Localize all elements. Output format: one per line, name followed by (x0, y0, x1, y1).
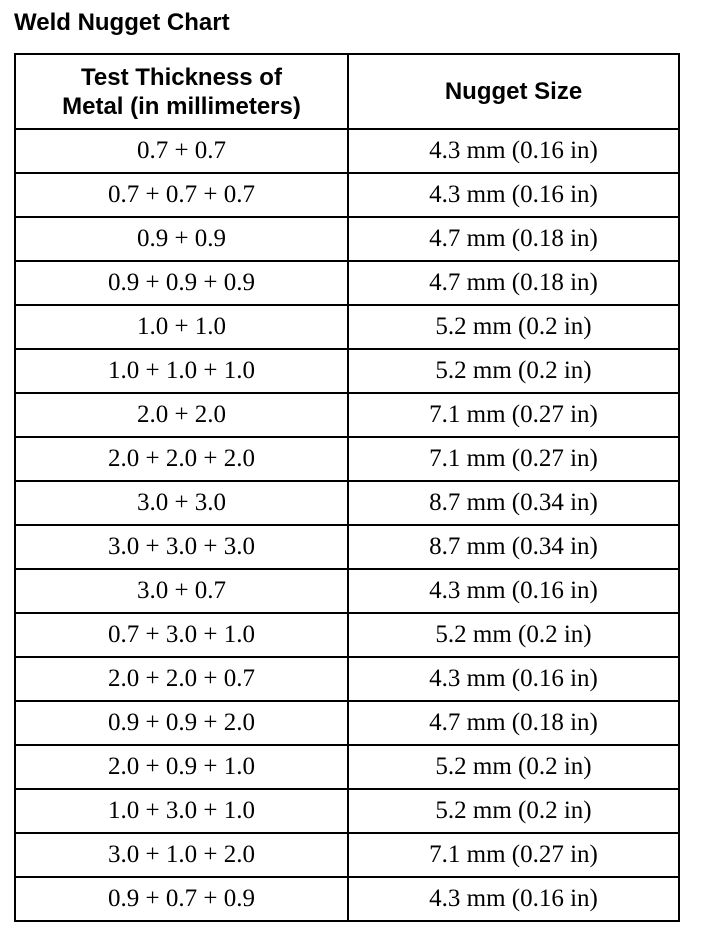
table-header-row (15, 54, 679, 129)
table-row (15, 569, 679, 613)
cell-thickness: 3.0 + 0.7 (15, 569, 348, 613)
cell-thickness: 1.0 + 3.0 + 1.0 (15, 789, 348, 833)
header-nugget-size: Nugget Size (348, 54, 679, 129)
cell-nugget-size: 5.2 mm (0.2 in) (348, 349, 679, 393)
table-row (15, 613, 679, 657)
table-row (15, 173, 679, 217)
table-row (15, 481, 679, 525)
cell-nugget-size: 4.7 mm (0.18 in) (348, 217, 679, 261)
cell-thickness: 2.0 + 2.0 (15, 393, 348, 437)
cell-nugget-size: 4.3 mm (0.16 in) (348, 129, 679, 173)
cell-thickness: 3.0 + 3.0 (15, 481, 348, 525)
cell-nugget-size: 5.2 mm (0.2 in) (348, 613, 679, 657)
cell-nugget-size: 8.7 mm (0.34 in) (348, 525, 679, 569)
cell-nugget-size: 5.2 mm (0.2 in) (348, 789, 679, 833)
header-test-thickness-line1: Test Thickness of (81, 63, 282, 91)
weld-nugget-table (14, 53, 680, 922)
table-row (15, 877, 679, 921)
cell-thickness: 2.0 + 2.0 + 2.0 (15, 437, 348, 481)
cell-thickness: 0.7 + 0.7 (15, 129, 348, 173)
table-row (15, 261, 679, 305)
cell-thickness: 3.0 + 1.0 + 2.0 (15, 833, 348, 877)
cell-nugget-size: 4.3 mm (0.16 in) (348, 173, 679, 217)
table-row (15, 789, 679, 833)
cell-thickness: 1.0 + 1.0 (15, 305, 348, 349)
table-row (15, 349, 679, 393)
table-row (15, 305, 679, 349)
header-test-thickness-line2: Metal (in millimeters) (62, 92, 301, 120)
cell-nugget-size: 5.2 mm (0.2 in) (348, 305, 679, 349)
table-body (15, 129, 679, 921)
cell-nugget-size: 8.7 mm (0.34 in) (348, 481, 679, 525)
cell-thickness: 0.9 + 0.9 (15, 217, 348, 261)
cell-nugget-size: 4.3 mm (0.16 in) (348, 877, 679, 921)
header-test-thickness (15, 54, 348, 129)
cell-nugget-size: 4.7 mm (0.18 in) (348, 261, 679, 305)
cell-thickness: 1.0 + 1.0 + 1.0 (15, 349, 348, 393)
cell-nugget-size: 4.7 mm (0.18 in) (348, 701, 679, 745)
table-row (15, 745, 679, 789)
cell-thickness: 0.7 + 3.0 + 1.0 (15, 613, 348, 657)
cell-thickness: 0.9 + 0.7 + 0.9 (15, 877, 348, 921)
cell-thickness: 0.9 + 0.9 + 0.9 (15, 261, 348, 305)
table-row (15, 129, 679, 173)
cell-nugget-size: 4.3 mm (0.16 in) (348, 569, 679, 613)
cell-thickness: 2.0 + 0.9 + 1.0 (15, 745, 348, 789)
cell-nugget-size: 5.2 mm (0.2 in) (348, 745, 679, 789)
cell-thickness: 2.0 + 2.0 + 0.7 (15, 657, 348, 701)
table-row (15, 525, 679, 569)
cell-nugget-size: 7.1 mm (0.27 in) (348, 437, 679, 481)
table-row (15, 437, 679, 481)
cell-thickness: 0.7 + 0.7 + 0.7 (15, 173, 348, 217)
cell-nugget-size: 4.3 mm (0.16 in) (348, 657, 679, 701)
table-row (15, 217, 679, 261)
table-row (15, 701, 679, 745)
cell-nugget-size: 7.1 mm (0.27 in) (348, 393, 679, 437)
cell-thickness: 0.9 + 0.9 + 2.0 (15, 701, 348, 745)
cell-nugget-size: 7.1 mm (0.27 in) (348, 833, 679, 877)
page-title: Weld Nugget Chart (14, 9, 230, 36)
table-row (15, 393, 679, 437)
table-row (15, 833, 679, 877)
cell-thickness: 3.0 + 3.0 + 3.0 (15, 525, 348, 569)
table-row (15, 657, 679, 701)
